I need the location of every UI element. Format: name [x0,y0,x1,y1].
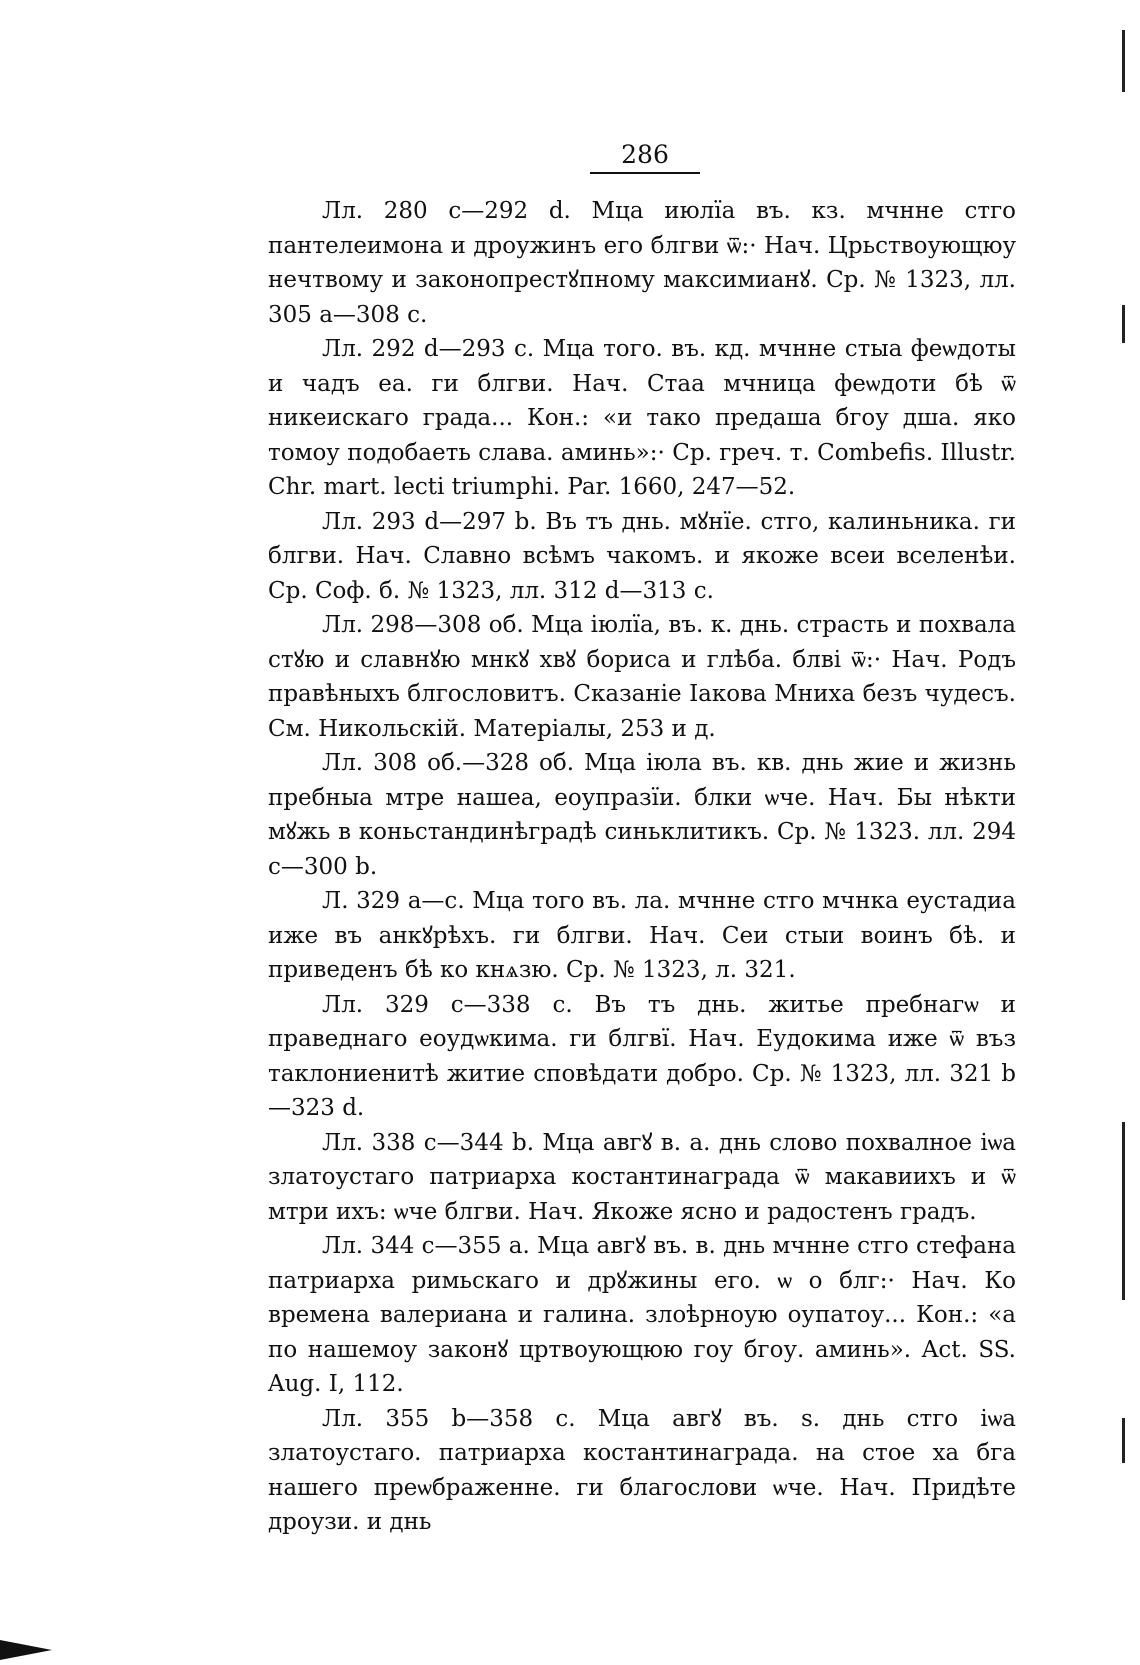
catalog-entry: Лл. 280 c—292 d. Мца июлїа въ. кз. мчнне стго пантелеимона и дроужинъ его блгви ѿ:· Нач. Црьствоующюу нечтвому и законопрестꙋпному максимианꙋ. Ср. № 1323, лл. 305 a—308 c. [268,198,1016,328]
catalog-entry: Лл. 293 d—297 b. Въ тъ днь. мꙋнїе. стго, калиньника. ги блгви. Нач. Славно всѣмъ чакомъ. и якоже всеи вселенѣи. Ср. Соф. б. № 1323, лл. 312 d—313 c. [268,508,1016,604]
scan-edge-mark [1122,1122,1125,1300]
scan-edge-mark [1122,30,1125,92]
scan-edge-mark [1122,305,1125,343]
catalog-entry: Лл. 298—308 об. Мца iюлїа, въ. к. днь. страсть и похвала стꙋю и славнꙋю мнкꙋ хвꙋ бориса и глѣба. блві ѿ:· Нач. Родъ правѣныхъ блгословитъ. Сказаніе Іакова Мниха безъ чудесъ. См. Никольскій. Матеріалы, 253 и д. [268,612,1016,742]
catalog-entry: Лл. 308 об.—328 об. Мца iюла въ. кв. днь жие и жизнь пребныа мтре нашеа, еоупразїи. блки ѡче. Нач. Бы нѣкти мꙋжь в коньстандинѣградѣ синьклитикъ. Ср. № 1323. лл. 294 c—300 b. [268,750,1016,880]
catalog-entry: Лл. 338 c—344 b. Мца авгꙋ в. а. днь слово похвалное iѡа златоустаго патриарха костантинаграда ѿ макавиихъ и ѿ мтри ихъ: ѡче блгви. Нач. Якоже ясно и радостенъ градъ. [268,1129,1016,1225]
scan-edge-mark [1122,1418,1125,1463]
page-number-rule [590,172,700,174]
catalog-entry: Лл. 344 c—355 a. Мца авгꙋ въ. в. днь мчнне стго стефана патриарха римьскаго и дрꙋжины его. ѡ о блг:· Нач. Ко времена валериана и галина. злоѣрноую оупатоу... Кон.: «а по нашемоу законꙋ цртвоующюю гоу бгоу. аминь». Act. SS. Aug. I, 112. [268,1233,1016,1397]
catalog-entry: Лл. 355 b—358 c. Мца авгꙋ въ. s. днь стго iѡа златоустаго. патриарха костантинаграда. на стое ха бга нашего преѡбраженне. ги благослови ѡче. Нач. Придѣте дроузи. и днь [268,1405,1016,1535]
scan-corner-arrow-icon [0,1640,52,1660]
page-number: 286 [621,140,669,169]
catalog-entry: Лл. 292 d—293 c. Мца того. въ. кд. мчнне стыа феѡдоты и чадъ еа. ги блгви. Нач. Стаа мчница феѡдоти бѣ ѿ никеискаго града... Кон.: «и тако предаша бгоу дша. яко томоу подобаеть слава. аминь»:· Ср. греч. т. Combefis. Illustr. Chr. mart. lecti triumphi. Par. 1660, 247—52. [268,336,1016,500]
catalog-entry: Л. 329 a—c. Мца того въ. ла. мчнне стго мчнка еустадиа иже въ анкꙋрѣхъ. ги блгви. Нач. Сеи стыи воинъ бѣ. и приведенъ бѣ ко кнѧзю. Ср. № 1323, л. 321. [268,888,1016,983]
catalog-text [268,194,1016,1540]
catalog-entry: Лл. 329 c—338 c. Въ тъ днь. житье пребнагѡ и праведнаго еоудѡкима. ги блгвї. Нач. Еудокима иже ѿ въз таклониенитѣ житие сповѣдати добро. Ср. № 1323, лл. 321 b—323 d. [268,991,1016,1121]
